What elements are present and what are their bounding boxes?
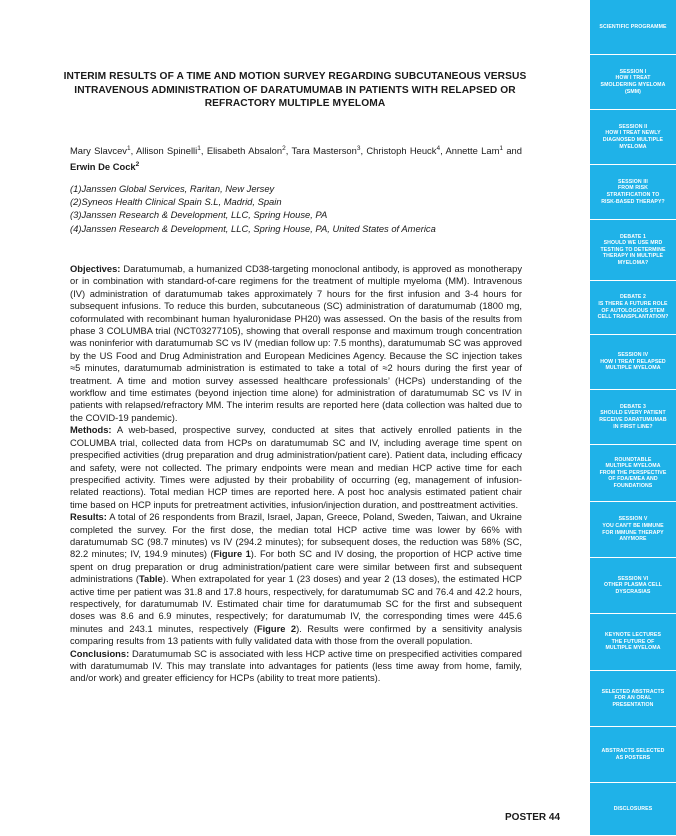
sidebar-nav-item[interactable] — [590, 502, 676, 558]
sidebar-nav-label: SHOULD WE USE MRD — [603, 240, 663, 247]
section-text: ). When extrapolated for year 1 (23 doses) and year 2 (13 doses), the estimated HCP active time per patient was 31.8 and 17.8 hours, respectively, for daratumumab SC and 76.4 and 42.2 hours, respectively, for daratumumab IV. Estimated chair time for daratumumab SC for the first and subsequent doses was 8.6 and 6.9 minutes, respectively; for daratumumab IV, the corresponding times were 445.6 minutes and 243.1 minutes, respectively ( — [70, 574, 522, 634]
section-text: Daratumumab SC is associated with less HCP active time on prespecified activities compared with daratumumab IV. This may translate into advantages for patients (less time away from home, family, and/or work) and greater efficiency for HCPs (ability to treat more patients). — [70, 648, 522, 684]
section-text: Daratumumab, a humanized CD38-targeting monoclonal antibody, is approved as monotherapy or in combination with standard-of-care regimens for the treatment of multiple myeloma (MM). Intravenous (IV) administration of daratumumab takes approximately 7 hours for the first infusion and 3-4 hours for subsequent infusions. To reduce this burden, subcutaneous (SC) administration of daratumumab (1800 mg, coformulated with recombinant human hyaluronidase PH20) was assessed. On the basis of the results from phase 3 COLUMBA trial (NCT03277105), showing that overall response and maximum trough concentration was noninferior with daratumumab SC vs IV (median follow up: 7.5 months), daratumumab SC was approved by the US Food and Drug Administration and European Medicines Agency. Because the SC injection takes ≈5 minutes, daratumumab administration is estimated to take a total of ≈2 hours during the first year of treatment. A time and motion survey assessed healthcare professionals’ (HCPs) understanding of the workflow and time estimates (beyond injection time alone) for administration of daratumumab SC vs IV in patients with relapsed/refractory MM. The interim results are reported here (data collection was halted due to the COVID-19 pandemic). — [70, 264, 522, 423]
sidebar-nav-item[interactable] — [590, 165, 676, 220]
sidebar-nav-item[interactable] — [590, 281, 676, 335]
author-name: Christoph Heuck$^4$ — [366, 145, 441, 157]
sidebar-nav-label: SESSION III — [618, 178, 648, 185]
sidebar-nav-label: CELL TRANSPLANTATION? — [597, 314, 669, 321]
section-heading: Results: — [70, 512, 107, 523]
poster-number: POSTER 44 — [505, 812, 561, 823]
sidebar-navigation — [590, 0, 676, 836]
sidebar-nav-label: SESSION V — [618, 516, 648, 523]
sidebar-nav-label: DEBATE 3 — [619, 403, 647, 410]
sidebar-nav-label: DIAGNOSED MULTIPLE — [602, 137, 664, 143]
section-heading: Methods: — [70, 425, 112, 436]
section-text: A web-based, prospective survey, conducted at sites that actively enrolled patients in the COLUMBA trial, collected data from HCPs on daratumumab SC and IV, including average time spent on prespecified activities (drug preparation and drug administration/patient care). Patient data, including efficacy and safety, were not collected. The primary endpoints were mean and median HCP active time for each prespecified activity. Times were adjusted by their probability of occurring (eg, management of infusion-related reactions). Total median HCP times are reported here. A post hoc analysis estimated patient chair time based on HCP inputs for pretreatment activities, infusion/injection duration, and posttreatment activities. — [70, 425, 522, 510]
sidebar-nav-label: SESSION II — [618, 123, 648, 130]
abstract-section — [70, 424, 522, 511]
sidebar-nav-label: HOW I TREAT — [615, 75, 651, 82]
sidebar-nav-label: RISK-BASED THERAPY? — [601, 198, 665, 205]
sidebar-nav-item[interactable] — [590, 335, 676, 390]
sidebar-nav-label: MULTIPLE MYELOMA — [605, 463, 661, 470]
sidebar-nav-label: SHOULD EVERY PATIENT — [600, 410, 666, 417]
sidebar-nav-label: ROUNDTABLE — [614, 456, 652, 463]
sidebar-nav-label: SESSION VI — [617, 575, 649, 582]
sidebar-nav-label: TESTING TO DETERMINE — [600, 246, 666, 253]
section-text: A total of 26 respondents from Brazil, Israel, Japan, Greece, Poland, Sweden, Taiwan, and Ukraine completed the survey. For the first dose, the median total HCP active time was lower by 66% with daratumumab SC (98.7 minutes) vs IV (294.2 minutes); for subsequent doses, the reduction was 58% (SC, 82.2 minutes; IV, 194.9 minutes) ( — [70, 512, 522, 560]
author-affiliation-index: 1 — [127, 145, 131, 152]
sidebar-nav-label: OF AUTOLOGOUS STEM — [601, 307, 665, 314]
author-affiliation-index: 2 — [282, 145, 286, 152]
abstract-title: INTERIM RESULTS OF A TIME AND MOTION SURVEY REGARDING SUBCUTANEOUS VERSUS INTRAVENOUS ADMINISTRATION OF DARATUMUMAB IN PATIENTS WITH RELAPSED OR REFRACTORY MULTIPLE MYELOMA — [63, 71, 527, 109]
sidebar-nav-label: IS THERE A FUTURE ROLE — [598, 300, 668, 307]
sidebar-nav-label: OTHER PLASMA CELL — [604, 582, 662, 589]
sidebar-nav-label: FROM THE PERSPECTIVE — [599, 469, 667, 476]
figure-reference: Table — [139, 574, 163, 585]
sidebar-nav-label: FOR IMMUNE THERAPY — [602, 529, 664, 536]
sidebar-nav-item[interactable] — [590, 220, 676, 281]
section-heading: Objectives: — [70, 264, 121, 274]
affiliation-list — [70, 182, 530, 235]
abstract-section — [70, 648, 522, 685]
sidebar-nav-label: THERAPY IN MULTIPLE — [602, 253, 664, 260]
sidebar-nav-label: SESSION I — [619, 68, 647, 75]
abstract-section — [70, 511, 522, 647]
sidebar-nav-label: SESSION IV — [617, 352, 649, 359]
section-text: ). For both SC and IV dosing, the proportion of HCP active time spent on drug preparation or drug administration/patient care were similar between first and subsequent administrations ( — [70, 549, 522, 585]
sidebar-nav-item[interactable] — [590, 445, 676, 502]
sidebar-nav-label: PRESENTATION — [612, 701, 654, 708]
affiliation-line: (4)Janssen Research & Development, LLC, Spring House, PA, United States of America — [70, 222, 436, 234]
sidebar-nav-label: MYELOMA? — [617, 259, 649, 266]
sidebar-nav-label: MULTIPLE MYELOMA — [605, 645, 661, 652]
author-name: Elisabeth Absalon$^2$ — [206, 145, 286, 157]
author-name: Annette Lam$^1$ — [445, 145, 503, 157]
sidebar-nav-label: MYELOMA — [619, 143, 647, 150]
sidebar-nav-label: AS POSTERS — [615, 754, 651, 761]
section-heading: Conclusions: — [70, 648, 130, 659]
author-name: Allison Spinelli$^1$ — [136, 145, 201, 157]
section-text: ). Results were confirmed by a sensitivity analysis comparing results from 13 patients with fully validated data with those from the overall population. — [70, 623, 522, 647]
sidebar-nav-item[interactable] — [590, 0, 676, 55]
affiliation-line: (1)Janssen Global Services, Raritan, New Jersey — [70, 183, 275, 194]
author-list: Mary Slavcev$^1$, Allison Spinelli$^1$, Elisabeth Absalon$^2$, Tara Masterson$^3$, Christoph Heuck$^4$, Annette Lam$^1$ and Erwin De Cock$^2$ — [70, 145, 522, 173]
sidebar-nav-label: SMOLDERING MYELOMA — [600, 82, 666, 88]
sidebar-nav-label: DISCLOSURES — [613, 805, 653, 812]
sidebar-nav-item[interactable] — [590, 558, 676, 614]
sidebar-nav-label: MULTIPLE MYELOMA — [605, 365, 661, 372]
sidebar-nav-label: DEBATE 1 — [619, 233, 647, 240]
figure-reference: Figure 1 — [213, 549, 251, 560]
sidebar-nav-label: FOR AN ORAL — [614, 695, 652, 702]
author-affiliation-index: 1 — [499, 145, 503, 152]
sidebar-nav-label: OF FDA/EMEA AND — [608, 476, 658, 483]
sidebar-nav-label: RECEIVE DARATUMUMAB — [599, 417, 667, 423]
author-affiliation-index: 2 — [135, 161, 140, 169]
abstract-body — [70, 263, 522, 685]
abstract-section — [70, 263, 522, 424]
sidebar-nav-item[interactable] — [590, 55, 676, 110]
sidebar-nav-label: THE FUTURE OF — [611, 638, 655, 645]
sidebar-nav-label: IN FIRST LINE? — [613, 423, 653, 430]
sidebar-nav-label: DYSCRASIAS — [615, 588, 651, 595]
affiliation-line: (3)Janssen Research & Development, LLC, Spring House, PA — [70, 209, 328, 221]
author-affiliation-index: 3 — [356, 145, 361, 152]
sidebar-nav-label: HOW I TREAT RELAPSED — [600, 358, 666, 365]
sidebar-nav-item[interactable] — [590, 614, 676, 671]
sidebar-nav-item[interactable] — [590, 671, 676, 727]
sidebar-nav-label: SCIENTIFIC PROGRAMME — [599, 23, 667, 30]
sidebar-nav-label: YOU CAN'T BE IMMUNE — [602, 522, 664, 529]
sidebar-nav-item[interactable] — [590, 727, 676, 783]
sidebar-nav-label: FOUNDATIONS — [613, 482, 653, 489]
sidebar-nav-label: KEYNOTE LECTURES — [604, 632, 662, 639]
author-name: Erwin De Cock$^2$ — [70, 161, 140, 173]
sidebar-nav-label: DEBATE 2 — [619, 294, 647, 301]
author-name: Mary Slavcev$^1$ — [70, 145, 131, 157]
author-affiliation-index: 1 — [197, 145, 201, 152]
sidebar-nav-label: STRATIFICATION TO — [606, 192, 660, 198]
sidebar-nav-label: ABSTRACTS SELECTED — [601, 747, 665, 754]
sidebar-nav-item[interactable] — [590, 390, 676, 445]
sidebar-nav-item[interactable] — [590, 110, 676, 165]
affiliation-line: (2)Syneos Health Clinical Spain S.L, Madrid, Spain — [70, 196, 282, 208]
sidebar-nav-label: FROM RISK — [617, 185, 648, 192]
author-affiliation-index: 4 — [436, 145, 441, 152]
sidebar-nav-label: SELECTED ABSTRACTS — [601, 688, 665, 695]
figure-reference: Figure 2 — [256, 623, 297, 634]
sidebar-nav-label: ANYMORE — [619, 536, 647, 543]
sidebar-nav-label: (SMM) — [624, 88, 642, 95]
sidebar-nav-label: HOW I TREAT NEWLY — [605, 130, 661, 137]
sidebar-nav-item[interactable] — [590, 783, 676, 836]
author-name: Tara Masterson$^3$ — [291, 145, 361, 157]
